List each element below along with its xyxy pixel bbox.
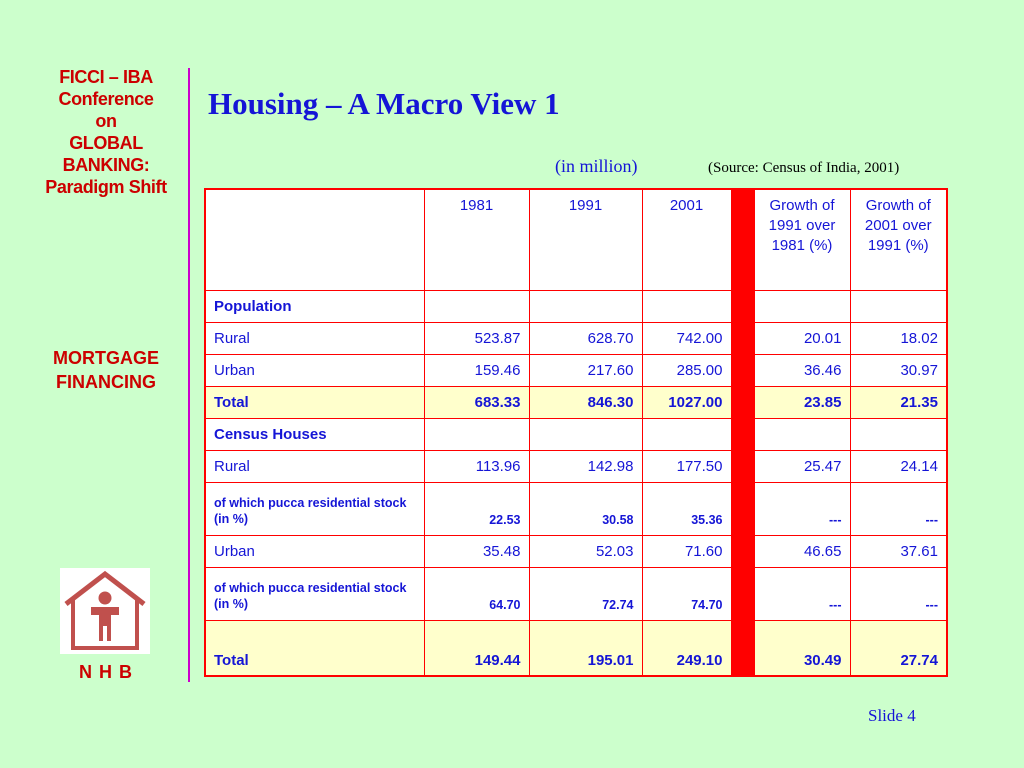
row-label: Total	[205, 621, 424, 677]
table-cell: 35.48	[424, 536, 529, 568]
row-label: Census Houses	[205, 419, 424, 451]
separator-cell	[731, 451, 754, 483]
row-label: Rural	[205, 323, 424, 355]
table-cell: 24.14	[850, 451, 947, 483]
conference-line: GLOBAL	[69, 133, 143, 153]
separator-cell	[731, 387, 754, 419]
table-row	[205, 621, 947, 677]
table-body	[205, 291, 947, 677]
table-cell: 1027.00	[642, 387, 731, 419]
conference-line: on	[95, 111, 117, 131]
row-label: Urban	[205, 536, 424, 568]
separator-cell	[731, 323, 754, 355]
table-cell: 217.60	[529, 355, 642, 387]
table-cell	[529, 419, 642, 451]
table-cell: 36.46	[754, 355, 850, 387]
table-cell: 628.70	[529, 323, 642, 355]
topic-title	[20, 346, 192, 394]
table-cell: 46.65	[754, 536, 850, 568]
page-title: Housing – A Macro View 1	[208, 86, 560, 121]
table-cell: 23.85	[754, 387, 850, 419]
table-cell: 249.10	[642, 621, 731, 677]
separator-column-header	[731, 189, 754, 291]
table-cell: 18.02	[850, 323, 947, 355]
table-cell: ---	[850, 568, 947, 621]
table-row	[205, 291, 947, 323]
separator-cell	[731, 483, 754, 536]
conference-line: Paradigm Shift	[45, 177, 167, 197]
column-header: 1981	[424, 189, 529, 291]
table-cell: 177.50	[642, 451, 731, 483]
table-cell: 683.33	[424, 387, 529, 419]
table-cell	[529, 291, 642, 323]
table-cell: 30.97	[850, 355, 947, 387]
table-cell	[754, 291, 850, 323]
table-cell	[754, 419, 850, 451]
conference-title	[20, 66, 192, 198]
table-cell: 742.00	[642, 323, 731, 355]
topic-line: MORTGAGE	[53, 348, 159, 368]
table-header-row	[205, 189, 947, 291]
divider-line	[188, 68, 190, 682]
column-header: Growth of 1991 over 1981 (%)	[754, 189, 850, 291]
table-row	[205, 419, 947, 451]
table-row	[205, 536, 947, 568]
table-cell: 195.01	[529, 621, 642, 677]
separator-cell	[731, 291, 754, 323]
table-cell: 71.60	[642, 536, 731, 568]
table-cell: 30.49	[754, 621, 850, 677]
column-header: 2001	[642, 189, 731, 291]
table-cell: 30.58	[529, 483, 642, 536]
table-cell: ---	[850, 483, 947, 536]
table-cell: 52.03	[529, 536, 642, 568]
table-cell	[850, 419, 947, 451]
conference-line: Conference	[58, 89, 154, 109]
table-cell	[850, 291, 947, 323]
row-label: of which pucca residential stock (in %)	[205, 568, 424, 621]
table-cell: ---	[754, 483, 850, 536]
table-cell: 74.70	[642, 568, 731, 621]
org-name: N H B	[79, 662, 133, 682]
table-cell	[424, 419, 529, 451]
separator-cell	[731, 621, 754, 677]
table-cell: 846.30	[529, 387, 642, 419]
table-cell: 142.98	[529, 451, 642, 483]
table-cell: 25.47	[754, 451, 850, 483]
separator-cell	[731, 536, 754, 568]
house-person-logo-icon	[60, 568, 150, 654]
table-cell	[642, 291, 731, 323]
table-cell: 285.00	[642, 355, 731, 387]
table-cell	[424, 291, 529, 323]
table-cell: ---	[754, 568, 850, 621]
row-label: Total	[205, 387, 424, 419]
table-cell: 72.74	[529, 568, 642, 621]
column-header: Growth of 2001 over 1991 (%)	[850, 189, 947, 291]
table-cell: 21.35	[850, 387, 947, 419]
table-row	[205, 323, 947, 355]
separator-cell	[731, 568, 754, 621]
table-row	[205, 387, 947, 419]
table-cell: 20.01	[754, 323, 850, 355]
table-cell: 37.61	[850, 536, 947, 568]
table-cell: 149.44	[424, 621, 529, 677]
table-row	[205, 568, 947, 621]
table-cell: 27.74	[850, 621, 947, 677]
table-row	[205, 483, 947, 536]
column-header: 1991	[529, 189, 642, 291]
row-label: Urban	[205, 355, 424, 387]
topic-line: FINANCING	[56, 372, 156, 392]
column-header	[205, 189, 424, 291]
table-cell: 113.96	[424, 451, 529, 483]
row-label: Population	[205, 291, 424, 323]
housing-table	[204, 188, 948, 677]
slide-number: Slide 4	[868, 706, 916, 725]
table-cell: 35.36	[642, 483, 731, 536]
table-cell: 159.46	[424, 355, 529, 387]
separator-cell	[731, 419, 754, 451]
table-row	[205, 451, 947, 483]
table-row	[205, 355, 947, 387]
row-label: of which pucca residential stock (in %)	[205, 483, 424, 536]
table-cell: 22.53	[424, 483, 529, 536]
table-cell	[642, 419, 731, 451]
separator-cell	[731, 355, 754, 387]
table-cell: 523.87	[424, 323, 529, 355]
units-note: (in million)	[555, 156, 638, 176]
source-note: (Source: Census of India, 2001)	[708, 160, 900, 176]
row-label: Rural	[205, 451, 424, 483]
table-cell: 64.70	[424, 568, 529, 621]
conference-line: FICCI – IBA	[59, 67, 153, 87]
conference-line: BANKING:	[62, 155, 150, 175]
